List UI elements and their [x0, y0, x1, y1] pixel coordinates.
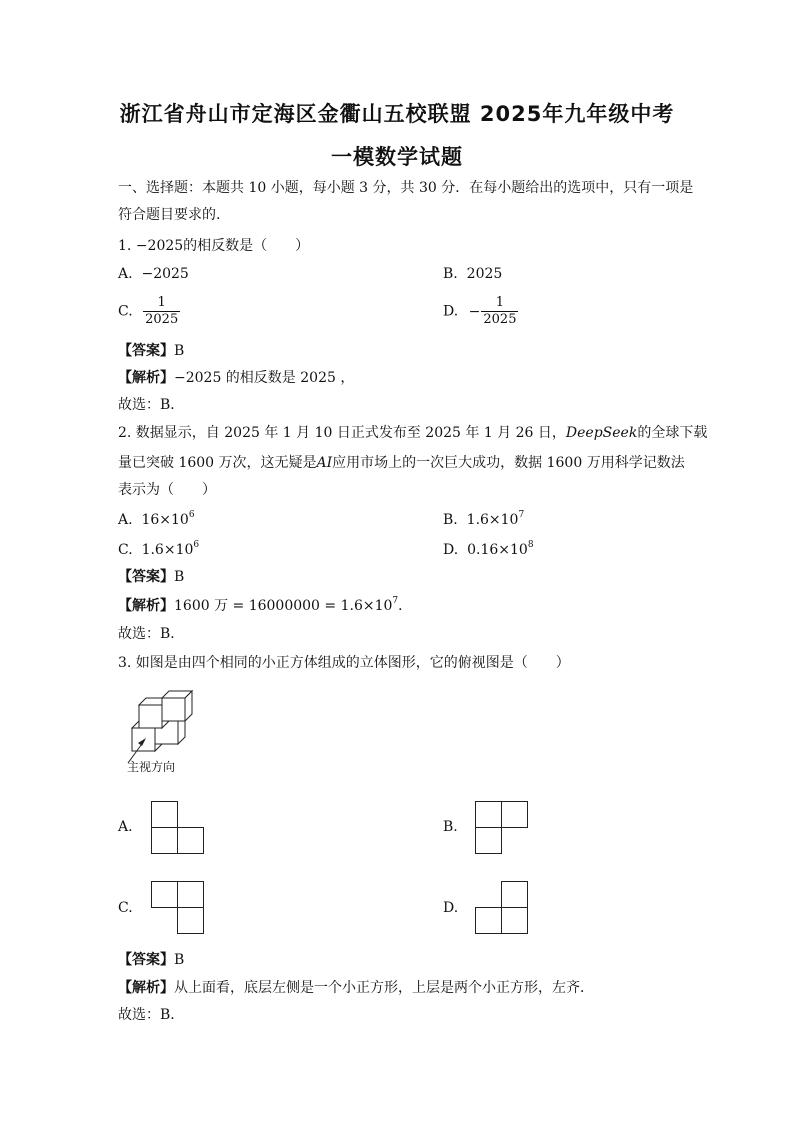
answer-value: B	[174, 343, 185, 359]
question-1-conclusion: 故选：B．	[118, 397, 185, 413]
analysis-label: 【解析】	[118, 598, 174, 614]
question-1-option-d	[443, 295, 518, 328]
question-3-conclusion: 故选：B．	[118, 1007, 185, 1023]
fraction	[143, 295, 180, 328]
option-value: 1.6×10	[466, 512, 519, 528]
question-2-option-a	[118, 510, 195, 530]
option-exponent: 6	[193, 540, 200, 550]
question-2-stem-line-1	[118, 423, 707, 443]
option-label: A.	[118, 512, 133, 528]
document-title-line-2: 一模数学试题	[331, 145, 463, 169]
analysis-text: 从上面看，底层左侧是一个小正方形，上层是两个小正方形，左齐．	[174, 980, 594, 996]
analysis-exponent: 7	[392, 596, 399, 606]
option-exponent: 7	[518, 510, 525, 520]
analysis-label: 【解析】	[118, 980, 174, 996]
question-1-expression: −2025	[135, 238, 184, 254]
option-exponent: 8	[527, 540, 534, 550]
fraction-numerator: 1	[157, 295, 166, 310]
option-label: B.	[443, 266, 458, 282]
question-2-option-c	[118, 540, 199, 560]
question-1-text: 的相反数是（ ）	[183, 238, 310, 254]
fraction-denominator: 2025	[483, 312, 517, 327]
stem-text: 应用市场上的一次巨大成功，数据 1600 万用科学记数法	[332, 455, 685, 471]
question-1-option-b	[443, 264, 502, 284]
stem-text: 的全球下载	[637, 425, 708, 441]
question-3-answer	[118, 950, 184, 970]
option-exponent: 6	[188, 510, 195, 520]
question-2-option-b	[443, 510, 524, 530]
question-3-option-b-figure	[475, 801, 531, 857]
question-3-analysis	[118, 978, 594, 998]
analysis-label: 【解析】	[118, 370, 174, 386]
option-value: 1.6×10	[141, 542, 194, 558]
question-2-conclusion: 故选：B．	[118, 626, 185, 642]
analysis-text: 1600 万 = 16000000 = 1.6×10	[174, 598, 393, 614]
fraction	[481, 295, 518, 328]
analysis-text: −2025 的相反数是 2025 ，	[174, 370, 355, 386]
question-1-option-c	[118, 295, 180, 328]
question-2-analysis	[118, 596, 412, 616]
question-3-option-d-figure	[475, 881, 531, 937]
figure-caption: 主视方向	[127, 760, 176, 774]
stem-emphasis: DeepSeek	[565, 425, 638, 441]
cubes-3d-figure	[124, 686, 204, 756]
question-3-option-b-label: B.	[443, 819, 458, 835]
question-1-option-a	[118, 264, 189, 284]
fraction-denominator: 2025	[145, 312, 179, 327]
document-title-line-1: 浙江省舟山市定海区金衢山五校联盟 2025年九年级中考	[119, 102, 675, 126]
question-2-stem-line-3: 表示为（ ）	[118, 482, 216, 498]
question-1-analysis	[118, 368, 354, 388]
option-value: 0.16×10	[467, 542, 528, 558]
question-2-answer	[118, 567, 184, 587]
question-3-option-d-label: D.	[443, 900, 459, 916]
question-1-number: 1.	[118, 238, 132, 254]
stem-text: 量已突破 1600 万次，这无疑是	[118, 455, 317, 471]
answer-value: B	[174, 569, 185, 585]
question-3-option-c-figure	[151, 881, 207, 937]
option-label: D.	[443, 303, 459, 320]
option-value: 2025	[466, 266, 503, 282]
fraction-numerator: 1	[495, 295, 505, 310]
option-value: 16×10	[141, 512, 189, 528]
question-2-stem-line-2	[118, 453, 685, 473]
section-instructions-line-1: 一、选择题：本题共 10 小题，每小题 3 分，共 30 分．在每小题给出的选项中，只有一项是	[118, 180, 694, 196]
answer-label: 【答案】	[118, 343, 174, 359]
question-1-answer	[118, 341, 184, 361]
question-2-option-d	[443, 540, 534, 560]
question-1-stem	[118, 236, 309, 256]
option-sign: −	[468, 303, 481, 320]
section-instructions-line-2: 符合题目要求的.	[118, 207, 221, 223]
question-3-option-a-label: A.	[118, 819, 133, 835]
analysis-end: ．	[398, 598, 413, 614]
option-label: D.	[443, 542, 459, 558]
question-3-option-a-figure	[151, 801, 207, 857]
question-3-stem: 3. 如图是由四个相同的小正方体组成的立体图形，它的俯视图是（ ）	[118, 655, 570, 671]
answer-label: 【答案】	[118, 569, 174, 585]
answer-value: B	[174, 952, 185, 968]
option-value: −2025	[141, 266, 189, 282]
answer-label: 【答案】	[118, 952, 174, 968]
stem-text: 2. 数据显示，自 2025 年 1 月 10 日正式发布至 2025 年 1 月 26 日，	[118, 425, 566, 441]
option-label: C.	[118, 542, 133, 558]
option-label: A.	[118, 266, 133, 282]
stem-emphasis: AI	[316, 455, 333, 471]
question-3-option-c-label: C.	[118, 900, 133, 916]
option-label: C.	[118, 303, 133, 320]
option-label: B.	[443, 512, 458, 528]
